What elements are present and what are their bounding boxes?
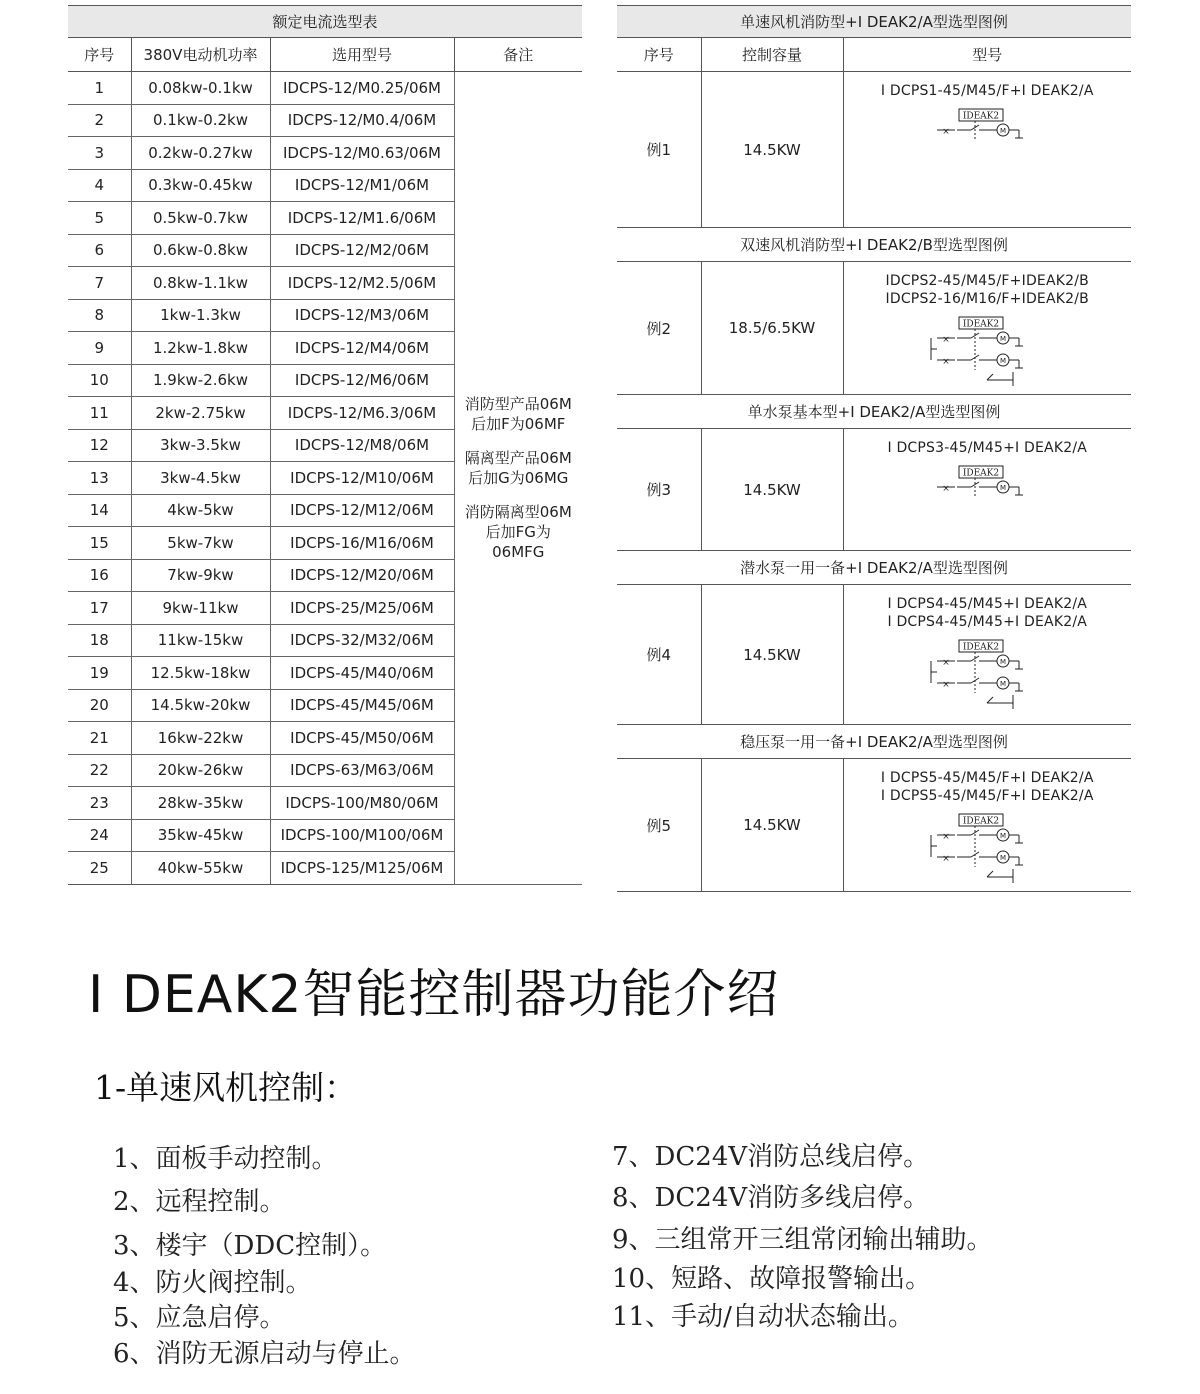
power-cell: 4kw-5kw bbox=[131, 494, 270, 527]
index-cell: 15 bbox=[68, 527, 131, 560]
model-cell: IDCPS-100/M80/06M bbox=[270, 787, 454, 820]
example-row bbox=[617, 72, 1131, 228]
index-cell: 25 bbox=[68, 852, 131, 885]
diagram-label: IDEAK2 bbox=[963, 642, 1000, 653]
model-cell: IDCPS-45/M45/06M bbox=[270, 689, 454, 722]
feature-item: 10、短路、故障报警输出。 bbox=[612, 1264, 932, 1294]
model-cell: IDCPS-12/M2.5/06M bbox=[270, 267, 454, 300]
power-cell: 3kw-3.5kw bbox=[131, 429, 270, 462]
feature-item: 3、楼宇（DDC控制）。 bbox=[113, 1231, 387, 1261]
example-section-title: 稳压泵一用一备+I DEAK2/A型选型图例 bbox=[617, 725, 1131, 759]
power-cell: 35kw-45kw bbox=[131, 819, 270, 852]
index-cell: 20 bbox=[68, 689, 131, 722]
example-label: 例1 bbox=[617, 72, 701, 228]
svg-text:M: M bbox=[1000, 658, 1007, 666]
example-model-cell bbox=[843, 429, 1131, 551]
remark-line: 消防型产品06M bbox=[464, 394, 572, 413]
left-table-title: 额定电流选型表 bbox=[68, 6, 582, 38]
svg-text:×: × bbox=[942, 658, 951, 668]
model-cell: IDCPS-45/M50/06M bbox=[270, 722, 454, 755]
feature-item: 4、防火阀控制。 bbox=[113, 1268, 312, 1298]
feature-item: 11、手动/自动状态输出。 bbox=[612, 1302, 914, 1332]
example-section-title: 潜水泵一用一备+I DEAK2/A型选型图例 bbox=[617, 551, 1131, 585]
model-code: I DCPS5-45/M45/F+I DEAK2/A bbox=[880, 788, 1094, 804]
model-cell: IDCPS-12/M1.6/06M bbox=[270, 202, 454, 235]
index-cell: 17 bbox=[68, 592, 131, 625]
wiring-diagram bbox=[927, 316, 1047, 394]
diagram-label: IDEAK2 bbox=[963, 816, 1000, 827]
model-cell: IDCPS-125/M125/06M bbox=[270, 852, 454, 885]
diagram-label: IDEAK2 bbox=[963, 111, 1000, 122]
index-cell: 14 bbox=[68, 494, 131, 527]
power-cell: 0.5kw-0.7kw bbox=[131, 202, 270, 235]
remark-line: 后加G为06MG bbox=[468, 468, 569, 487]
example-section-title-row bbox=[617, 395, 1131, 429]
power-cell: 2kw-2.75kw bbox=[131, 397, 270, 430]
model-cell: IDCPS-12/M4/06M bbox=[270, 332, 454, 365]
remark-line: 06MFG bbox=[492, 542, 545, 561]
power-cell: 20kw-26kw bbox=[131, 754, 270, 787]
index-cell: 2 bbox=[68, 104, 131, 137]
example-row bbox=[617, 262, 1131, 395]
power-cell: 0.6kw-0.8kw bbox=[131, 234, 270, 267]
wiring-diagram bbox=[927, 108, 1047, 158]
diagram-label: IDEAK2 bbox=[963, 319, 1000, 330]
example-capacity: 14.5KW bbox=[701, 429, 843, 551]
model-cell: IDCPS-12/M0.4/06M bbox=[270, 104, 454, 137]
section-title: I DEAK2智能控制器功能介绍 bbox=[88, 965, 780, 1025]
model-code: I DCPS4-45/M45+I DEAK2/A bbox=[887, 614, 1088, 630]
power-cell: 40kw-55kw bbox=[131, 852, 270, 885]
power-cell: 12.5kw-18kw bbox=[131, 657, 270, 690]
svg-text:×: × bbox=[942, 832, 951, 842]
svg-text:M: M bbox=[1000, 680, 1007, 688]
power-cell: 0.3kw-0.45kw bbox=[131, 169, 270, 202]
svg-text:M: M bbox=[1000, 832, 1007, 840]
model-cell: IDCPS-12/M6/06M bbox=[270, 364, 454, 397]
rated-current-selection-table bbox=[68, 5, 582, 885]
index-cell: 16 bbox=[68, 559, 131, 592]
example-section-title: 双速风机消防型+I DEAK2/B型选型图例 bbox=[617, 228, 1131, 262]
example-capacity: 18.5/6.5KW bbox=[701, 262, 843, 395]
power-cell: 16kw-22kw bbox=[131, 722, 270, 755]
svg-text:×: × bbox=[942, 357, 951, 367]
model-cell: IDCPS-100/M100/06M bbox=[270, 819, 454, 852]
example-capacity: 14.5KW bbox=[701, 585, 843, 725]
index-cell: 22 bbox=[68, 754, 131, 787]
header-index: 序号 bbox=[617, 38, 701, 72]
model-code: IDCPS2-16/M16/F+IDEAK2/B bbox=[885, 291, 1089, 307]
power-cell: 9kw-11kw bbox=[131, 592, 270, 625]
index-cell: 7 bbox=[68, 267, 131, 300]
diagram-label: IDEAK2 bbox=[963, 468, 1000, 479]
header-capacity: 控制容量 bbox=[701, 38, 843, 72]
model-cell: IDCPS-12/M6.3/06M bbox=[270, 397, 454, 430]
index-cell: 11 bbox=[68, 397, 131, 430]
model-code: IDCPS2-45/M45/F+IDEAK2/B bbox=[885, 273, 1089, 289]
svg-text:×: × bbox=[942, 484, 951, 494]
feature-item: 8、DC24V消防多线启停。 bbox=[612, 1183, 930, 1213]
wiring-diagram bbox=[927, 813, 1047, 891]
model-cell: IDCPS-12/M2/06M bbox=[270, 234, 454, 267]
model-code: I DCPS4-45/M45+I DEAK2/A bbox=[887, 596, 1088, 612]
model-cell: IDCPS-12/M0.63/06M bbox=[270, 137, 454, 170]
model-cell: IDCPS-63/M63/06M bbox=[270, 754, 454, 787]
header-index: 序号 bbox=[68, 38, 131, 72]
power-cell: 11kw-15kw bbox=[131, 624, 270, 657]
svg-text:×: × bbox=[942, 127, 951, 137]
example-model-cell bbox=[843, 585, 1131, 725]
index-cell: 8 bbox=[68, 299, 131, 332]
example-model-cell bbox=[843, 759, 1131, 892]
power-cell: 1.9kw-2.6kw bbox=[131, 364, 270, 397]
svg-text:×: × bbox=[942, 854, 951, 864]
example-label: 例5 bbox=[617, 759, 701, 892]
example-capacity: 14.5KW bbox=[701, 72, 843, 228]
remark-line: 后加FG为 bbox=[485, 522, 551, 541]
power-cell: 3kw-4.5kw bbox=[131, 462, 270, 495]
example-label: 例3 bbox=[617, 429, 701, 551]
model-cell: IDCPS-12/M10/06M bbox=[270, 462, 454, 495]
model-cell: IDCPS-12/M0.25/06M bbox=[270, 72, 454, 105]
power-cell: 5kw-7kw bbox=[131, 527, 270, 560]
svg-text:×: × bbox=[942, 680, 951, 690]
example-row bbox=[617, 759, 1131, 892]
section-subtitle: 1-单速风机控制： bbox=[94, 1068, 358, 1107]
example-model-cell bbox=[843, 262, 1131, 395]
index-cell: 12 bbox=[68, 429, 131, 462]
remark-line: 消防隔离型06M bbox=[464, 502, 572, 521]
right-table-title: 单速风机消防型+I DEAK2/A型选型图例 bbox=[617, 6, 1131, 38]
index-cell: 1 bbox=[68, 72, 131, 105]
example-model-cell bbox=[843, 72, 1131, 228]
model-code: I DCPS3-45/M45+I DEAK2/A bbox=[887, 440, 1088, 456]
index-cell: 10 bbox=[68, 364, 131, 397]
index-cell: 23 bbox=[68, 787, 131, 820]
remark-line: 后加F为06MF bbox=[471, 414, 566, 433]
header-motor-power: 380V电动机功率 bbox=[131, 38, 270, 72]
index-cell: 13 bbox=[68, 462, 131, 495]
svg-text:M: M bbox=[1000, 357, 1007, 365]
feature-item: 6、消防无源启动与停止。 bbox=[113, 1339, 416, 1369]
table-row bbox=[68, 72, 582, 105]
index-cell: 19 bbox=[68, 657, 131, 690]
svg-text:M: M bbox=[1000, 127, 1007, 135]
model-cell: IDCPS-16/M16/06M bbox=[270, 527, 454, 560]
remark-line: 隔离型产品06M bbox=[464, 448, 572, 467]
header-model: 型号 bbox=[843, 38, 1131, 72]
feature-item: 7、DC24V消防总线启停。 bbox=[612, 1142, 930, 1172]
model-code: I DCPS5-45/M45/F+I DEAK2/A bbox=[880, 770, 1094, 786]
model-cell: IDCPS-25/M25/06M bbox=[270, 592, 454, 625]
model-cell: IDCPS-45/M40/06M bbox=[270, 657, 454, 690]
model-cell: IDCPS-32/M32/06M bbox=[270, 624, 454, 657]
example-capacity: 14.5KW bbox=[701, 759, 843, 892]
index-cell: 6 bbox=[68, 234, 131, 267]
feature-item: 1、面板手动控制。 bbox=[113, 1144, 338, 1174]
example-section-title-row bbox=[617, 551, 1131, 585]
feature-item: 2、远程控制。 bbox=[113, 1187, 286, 1217]
example-section-title: 单水泵基本型+I DEAK2/A型选型图例 bbox=[617, 395, 1131, 429]
svg-text:×: × bbox=[942, 335, 951, 345]
feature-item: 5、应急启停。 bbox=[113, 1303, 286, 1333]
example-section-title-row bbox=[617, 725, 1131, 759]
example-section-title-row bbox=[617, 228, 1131, 262]
remark-note bbox=[459, 394, 579, 434]
index-cell: 21 bbox=[68, 722, 131, 755]
index-cell: 5 bbox=[68, 202, 131, 235]
index-cell: 4 bbox=[68, 169, 131, 202]
model-cell: IDCPS-12/M8/06M bbox=[270, 429, 454, 462]
power-cell: 1kw-1.3kw bbox=[131, 299, 270, 332]
header-remarks: 备注 bbox=[454, 38, 582, 72]
feature-item: 9、三组常开三组常闭输出辅助。 bbox=[612, 1225, 993, 1255]
header-model: 选用型号 bbox=[270, 38, 454, 72]
model-cell: IDCPS-12/M12/06M bbox=[270, 494, 454, 527]
selection-example-table bbox=[617, 5, 1131, 892]
power-cell: 0.2kw-0.27kw bbox=[131, 137, 270, 170]
remark-note bbox=[459, 448, 579, 488]
example-row bbox=[617, 429, 1131, 551]
example-label: 例4 bbox=[617, 585, 701, 725]
model-cell: IDCPS-12/M1/06M bbox=[270, 169, 454, 202]
remark-note bbox=[459, 502, 579, 562]
remarks-cell bbox=[454, 72, 582, 885]
index-cell: 9 bbox=[68, 332, 131, 365]
svg-text:M: M bbox=[1000, 854, 1007, 862]
power-cell: 0.8kw-1.1kw bbox=[131, 267, 270, 300]
power-cell: 0.08kw-0.1kw bbox=[131, 72, 270, 105]
example-row bbox=[617, 585, 1131, 725]
svg-text:M: M bbox=[1000, 484, 1007, 492]
wiring-diagram bbox=[927, 465, 1047, 515]
model-code: I DCPS1-45/M45/F+I DEAK2/A bbox=[880, 83, 1094, 99]
index-cell: 24 bbox=[68, 819, 131, 852]
model-cell: IDCPS-12/M3/06M bbox=[270, 299, 454, 332]
power-cell: 7kw-9kw bbox=[131, 559, 270, 592]
index-cell: 18 bbox=[68, 624, 131, 657]
index-cell: 3 bbox=[68, 137, 131, 170]
power-cell: 28kw-35kw bbox=[131, 787, 270, 820]
power-cell: 14.5kw-20kw bbox=[131, 689, 270, 722]
power-cell: 1.2kw-1.8kw bbox=[131, 332, 270, 365]
svg-text:M: M bbox=[1000, 335, 1007, 343]
wiring-diagram bbox=[927, 639, 1047, 717]
power-cell: 0.1kw-0.2kw bbox=[131, 104, 270, 137]
example-label: 例2 bbox=[617, 262, 701, 395]
model-cell: IDCPS-12/M20/06M bbox=[270, 559, 454, 592]
